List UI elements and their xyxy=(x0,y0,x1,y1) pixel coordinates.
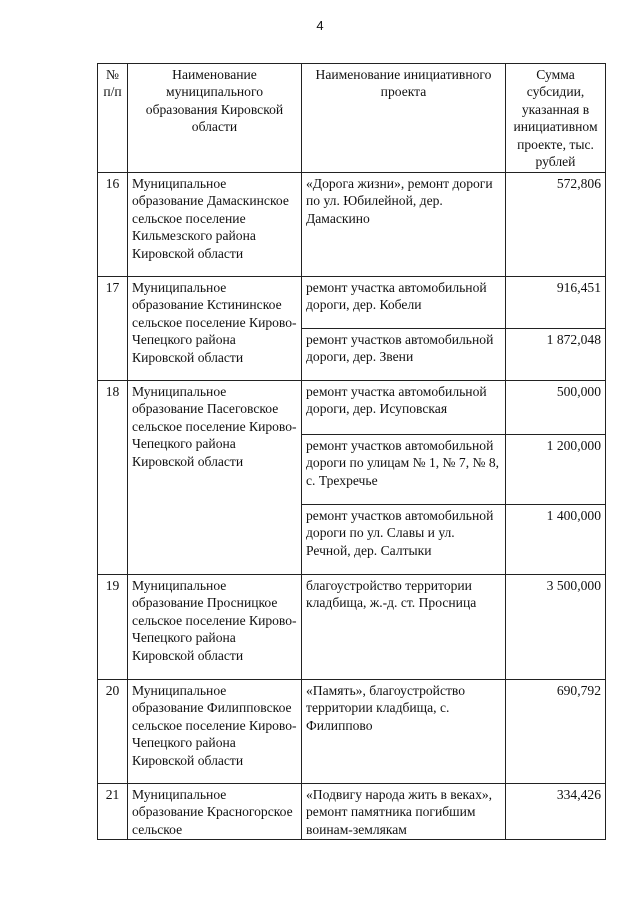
header-project: Наименование инициативного проекта xyxy=(302,64,506,173)
row-amount: 1 872,048 xyxy=(506,329,606,381)
row-project: «Подвигу народа жить в веках», ремонт памятника погибшим воинам-землякам xyxy=(302,784,506,840)
row-municipality: Муниципальное образование Дамаскинское сельское поселение Кильмезского района Кировской области xyxy=(128,173,302,277)
row-num: 19 xyxy=(98,575,128,680)
row-num: 17 xyxy=(98,277,128,381)
header-num: № п/п xyxy=(98,64,128,173)
table-row xyxy=(98,575,606,680)
table-row xyxy=(98,277,606,329)
row-project: ремонт участка автомобильной дороги, дер. Исуповская xyxy=(302,381,506,435)
row-amount: 500,000 xyxy=(506,381,606,435)
row-num: 20 xyxy=(98,680,128,784)
row-amount: 572,806 xyxy=(506,173,606,277)
row-project: «Дорога жизни», ремонт дороги по ул. Юбилейной, дер. Дамаскино xyxy=(302,173,506,277)
row-project: ремонт участков автомобильной дороги по ул. Славы и ул. Речной, дер. Салтыки xyxy=(302,505,506,575)
table-header-row xyxy=(98,64,606,173)
row-num: 21 xyxy=(98,784,128,840)
row-project: благоустройство территории кладбища, ж.-д. ст. Просница xyxy=(302,575,506,680)
row-project: ремонт участков автомобильной дороги, дер. Звени xyxy=(302,329,506,381)
row-municipality: Муниципальное образование Просницкое сельское поселение Кирово-Чепецкого района Кировской области xyxy=(128,575,302,680)
row-municipality: Муниципальное образование Пасеговское сельское поселение Кирово-Чепецкого района Кировской области xyxy=(128,381,302,575)
row-project: «Память», благоустройство территории кладбища, с. Филиппово xyxy=(302,680,506,784)
subsidy-table xyxy=(97,63,606,840)
row-num: 16 xyxy=(98,173,128,277)
row-amount: 3 500,000 xyxy=(506,575,606,680)
row-municipality: Муниципальное образование Филипповское сельское поселение Кирово-Чепецкого района Кировской области xyxy=(128,680,302,784)
table-row xyxy=(98,381,606,435)
table-row xyxy=(98,173,606,277)
row-amount: 334,426 xyxy=(506,784,606,840)
table-row xyxy=(98,784,606,840)
row-amount: 916,451 xyxy=(506,277,606,329)
row-amount: 1 400,000 xyxy=(506,505,606,575)
header-amount: Сумма субсидии, указанная в инициативном проекте, тыс. рублей xyxy=(506,64,606,173)
page-number: 4 xyxy=(316,18,324,33)
row-project: ремонт участка автомобильной дороги, дер. Кобели xyxy=(302,277,506,329)
row-num: 18 xyxy=(98,381,128,575)
table-row xyxy=(98,680,606,784)
row-amount: 1 200,000 xyxy=(506,435,606,505)
row-municipality: Муниципальное образование Кстининское сельское поселение Кирово-Чепецкого района Кировской области xyxy=(128,277,302,381)
header-municipality: Наименование муниципального образования Кировской области xyxy=(128,64,302,173)
row-amount: 690,792 xyxy=(506,680,606,784)
row-project: ремонт участков автомобильной дороги по улицам № 1, № 7, № 8, с. Трехречье xyxy=(302,435,506,505)
row-municipality: Муниципальное образование Красногорское сельское xyxy=(128,784,302,840)
